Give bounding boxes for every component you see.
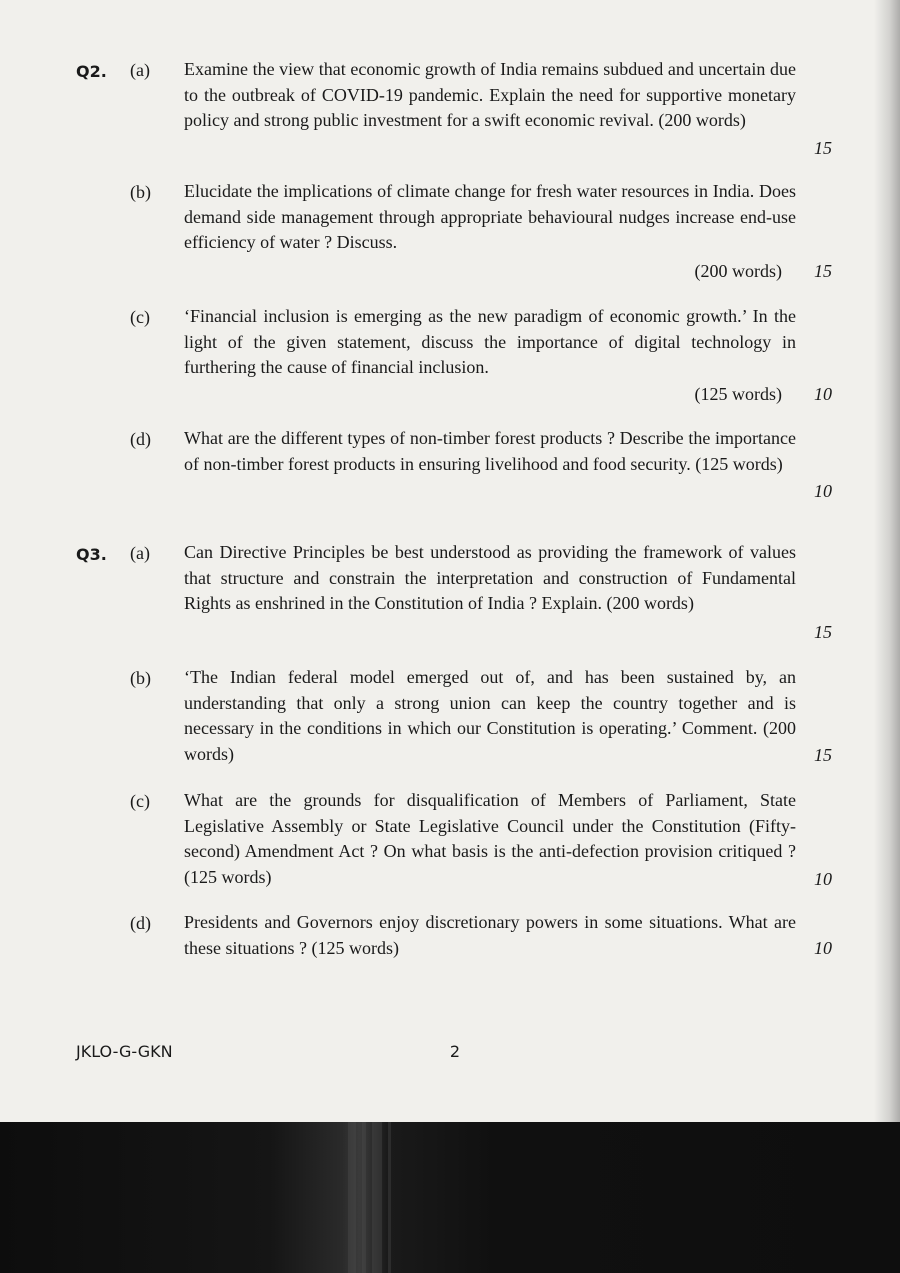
part-text: ‘Financial inclusion is emerging as the new paradigm of economic growth.’ In the light of the given statement, discuss the importance of digital technology in furthering the cause of financial inclusion. (184, 306, 796, 377)
word-limit: (125 words) (694, 384, 782, 404)
part-label: (a) (130, 543, 150, 563)
part-text: Elucidate the implications of climate change for fresh water resources in India. Does demand side management through appropriate behavioural nudges increase end-use efficiency of water ? Discuss. (184, 181, 796, 252)
scan-streak (372, 1122, 382, 1273)
scan-streak (362, 1122, 366, 1273)
marks: 15 (814, 138, 832, 158)
marks: 15 (814, 622, 832, 642)
question-number-q3: Q3. (76, 545, 107, 564)
marks: 10 (814, 938, 832, 958)
part-label: (b) (130, 668, 151, 688)
part-label: (c) (130, 307, 150, 327)
marks: 15 (814, 745, 832, 765)
part-label: (c) (130, 791, 150, 811)
question-number-q2: Q2. (76, 62, 107, 81)
scan-edge-shadow (874, 0, 900, 1122)
part-label: (a) (130, 60, 150, 80)
part-text: Examine the view that economic growth of India remains subdued and uncertain due to the outbreak of COVID-19 pandemic. Explain the need for supportive monetary policy and strong public investment for a swift economic revival. (200 words) (184, 59, 796, 130)
part-label: (d) (130, 429, 151, 449)
scan-streak (348, 1122, 356, 1273)
marks: 15 (814, 261, 832, 281)
scan-streak (388, 1122, 391, 1273)
paper-code: JKLO-G-GKN (76, 1042, 173, 1061)
part-text: What are the grounds for disqualification of Members of Parliament, State Legislative Assembly or State Legislative Council under the Constitution (Fifty-second) Amendment Act ? On what basis is the anti-defection provision critiqued ? (125 words) (184, 790, 796, 887)
word-limit: (200 words) (694, 261, 782, 281)
marks: 10 (814, 481, 832, 501)
part-text: ‘The Indian federal model emerged out of, and has been sustained by, an understanding that only a strong union can keep the country together and is necessary in the conditions in which our Constitution is operating.’ Comment. (200 words) (184, 667, 796, 764)
page-number: 2 (449, 1042, 461, 1061)
marks: 10 (814, 384, 832, 404)
part-text: Can Directive Principles be best understood as providing the framework of values that structure and constrain the interpretation and construction of Fundamental Rights as enshrined in the Constitution of India ? Explain. (200 words) (184, 542, 796, 613)
part-label: (d) (130, 913, 151, 933)
scanner-background (0, 1122, 900, 1273)
marks: 10 (814, 869, 832, 889)
part-text: Presidents and Governors enjoy discretionary powers in some situations. What are these situations ? (125 words) (184, 912, 796, 958)
part-text: What are the different types of non-timber forest products ? Describe the importance of non-timber forest products in ensuring livelihood and food security. (125 words) (184, 428, 796, 474)
part-label: (b) (130, 182, 151, 202)
